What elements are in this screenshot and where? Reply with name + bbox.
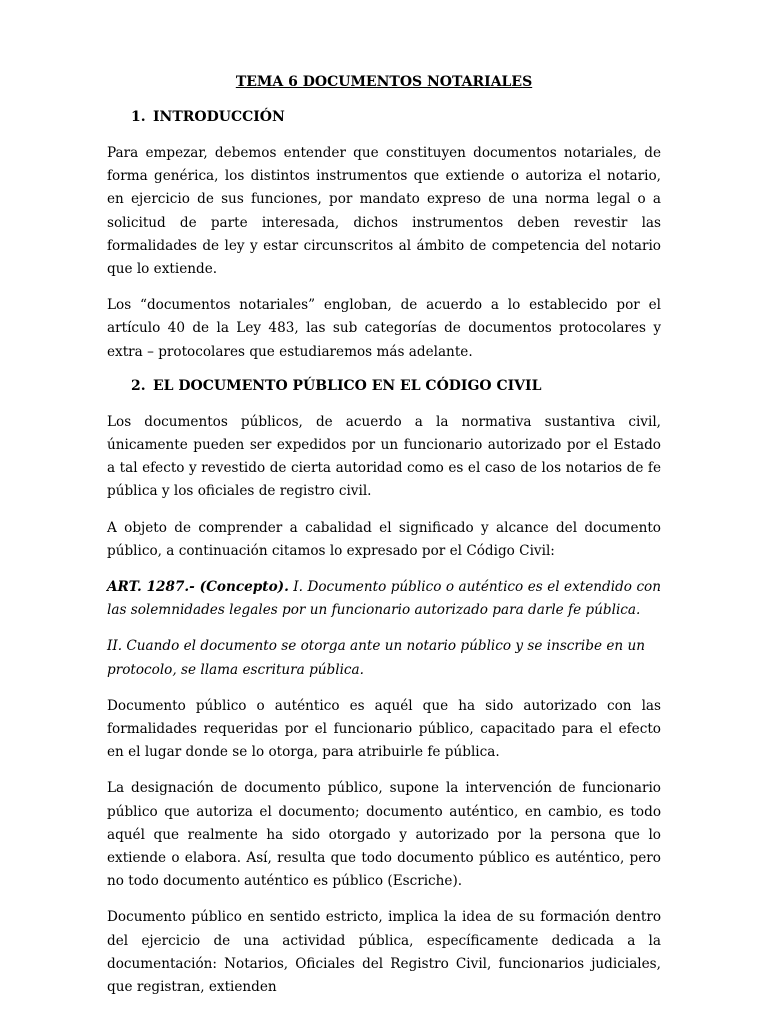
article-heading: ART. 1287.- (Concepto). (107, 579, 289, 596)
paragraph-civil-2: A objeto de comprender a cabalidad el significado y alcance del documento público, a continuación citamos lo expresado por el Código Civil: (107, 519, 661, 559)
paragraph-intro-1: Para empezar, debemos entender que constituyen documentos notariales, de forma genérica, los distintos instrumentos que extiende o autoriza el notario, en ejercicio de sus funciones, por mandato expreso de una norma legal o a solicitud de parte interesada, dichos instrumentos deben revestir las formalidades de ley y estar circunscritos al ámbito de competencia del notario que lo extiende. (107, 145, 661, 278)
paragraph-civil-1: Los documentos públicos, de acuerdo a la normativa sustantiva civil, únicamente pueden ser expedidos por un funcionario autorizado por el Estado a tal efecto y revestido de cierta autoridad como es el caso de los notarios de fe pública y los oficiales de registro civil. (107, 413, 661, 500)
article-quote-2: II. Cuando el documento se otorga ante un notario público y se inscribe en un protocolo, se llama escritura pública. (107, 638, 645, 678)
document-title: TEMA 6 DOCUMENTOS NOTARIALES (235, 74, 533, 90)
article-quote-1 (107, 576, 661, 622)
section-title: EL DOCUMENTO PÚBLICO EN EL CÓDIGO CIVIL (153, 377, 542, 394)
paragraph-civil-3: Documento público o auténtico es aquél que ha sido autorizado con las formalidades requeridas por el funcionario público, capacitado para el efecto en el lugar donde se lo otorga, para atribuirle fe pública. (107, 697, 661, 761)
section-heading-introduction (131, 108, 661, 126)
document-page (107, 73, 661, 1012)
section-number: 1. (131, 109, 146, 125)
section-number: 2. (131, 377, 146, 394)
article-text: I. Documento público o auténtico es el extendido con las solemnidades legales por un funcionario autorizado para darle fe pública. (107, 579, 661, 619)
paragraph-civil-4: La designación de documento público, supone la intervención de funcionario público que autoriza el documento; documento auténtico, en cambio, es todo aquél que realmente ha sido otorgado y autorizado por la persona que lo extiende o elabora. Así, resulta que todo documento público es auténtico, pero no todo documento auténtico es público (Escriche). (107, 780, 661, 890)
paragraph-intro-2: Los “documentos notariales” engloban, de acuerdo a lo establecido por el artículo 40 de la Ley 483, las sub categorías de documentos protocolares y extra – protocolares que estudiaremos más adelante. (107, 297, 661, 360)
section-title: INTRODUCCIÓN (153, 109, 285, 125)
paragraph-civil-5: Documento público en sentido estricto, implica la idea de su formación dentro del ejercicio de una actividad pública, específicamente dedicada a la documentación: Notarios, Oficiales del Registro Civil, funcionarios judiciales, que registran, extienden (107, 909, 661, 996)
section-heading-civil-code (131, 377, 661, 395)
